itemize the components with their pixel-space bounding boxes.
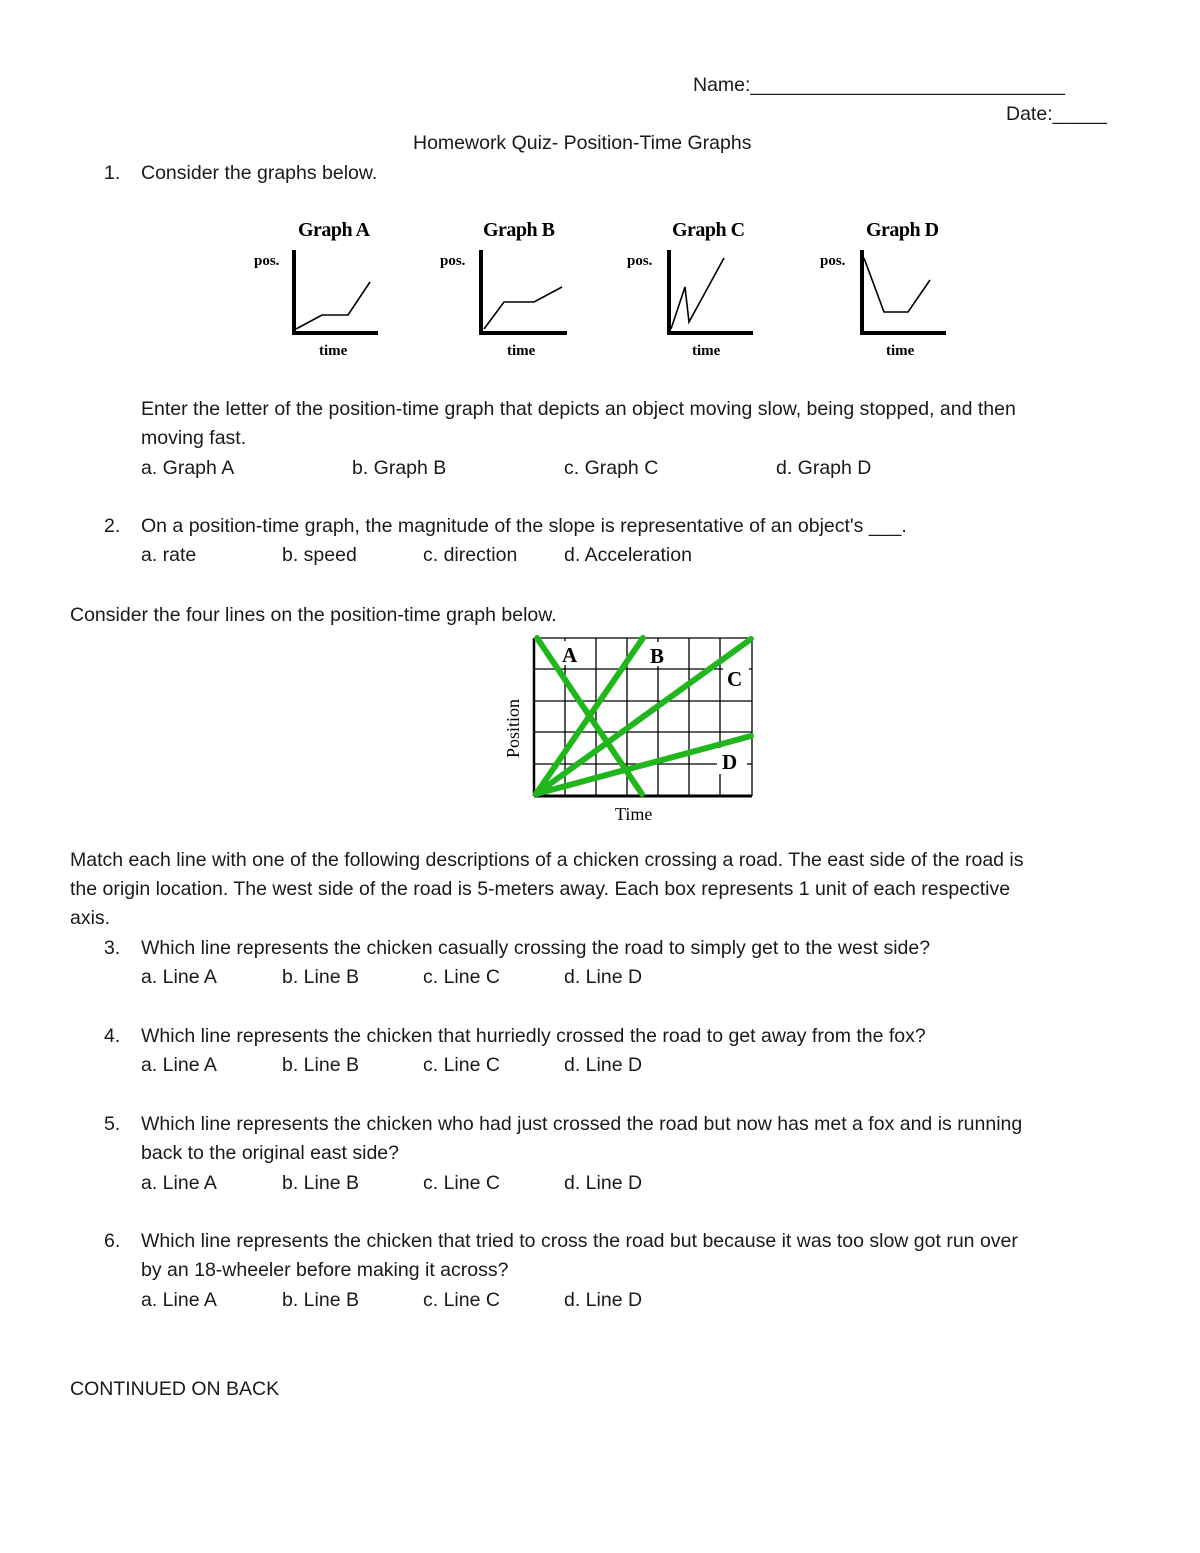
date-blank[interactable]: _____: [1052, 103, 1107, 125]
graph-b-xlabel: time: [507, 343, 536, 359]
graph-c-xlabel: time: [692, 343, 721, 359]
q2-prompt: On a position-time graph, the magnitude of the slope is representative of an object's ___.: [141, 515, 907, 537]
graph-b-title: Graph B: [483, 219, 555, 241]
q3-choice-a[interactable]: a. Line A: [141, 966, 217, 988]
q4-choice-d[interactable]: d. Line D: [564, 1054, 643, 1076]
q3-choice-d[interactable]: d. Line D: [564, 966, 643, 988]
q4-choice-a[interactable]: a. Line A: [141, 1054, 217, 1076]
q2-choice-b[interactable]: b. speed: [282, 544, 357, 566]
match-text-line2: the origin location. The west side of the road is 5-meters away. Each box represents 1 unit of each respective: [70, 878, 1011, 900]
lines-intro: Consider the four lines on the position-time graph below.: [70, 604, 557, 626]
position-time-graph: [495, 630, 765, 830]
graph-c: [627, 219, 753, 359]
q6-choice-c[interactable]: c. Line C: [423, 1289, 500, 1311]
match-text-line3: axis.: [70, 907, 111, 929]
q1-choice-d[interactable]: d. Graph D: [776, 457, 872, 479]
q2-choice-d[interactable]: d. Acceleration: [564, 544, 692, 566]
q6-prompt-line1: Which line represents the chicken that tried to cross the road but because it was too slow got run over: [141, 1230, 1018, 1252]
line-b-label: B: [650, 644, 665, 668]
date-label: Date:: [1006, 103, 1053, 125]
date-field: [1006, 100, 1107, 129]
graph-a: [254, 219, 378, 359]
graph-a-curve: [296, 282, 370, 329]
q1-prompt: Consider the graphs below.: [141, 162, 378, 184]
graph-b-curve: [484, 287, 562, 329]
graph-b: [440, 219, 567, 359]
q1-choice-b[interactable]: b. Graph B: [352, 457, 447, 479]
graph-c-ylabel: pos.: [627, 253, 653, 269]
graph-c-title: Graph C: [672, 219, 745, 241]
graph-xlabel: Time: [615, 804, 653, 824]
q1-instruction-line1: Enter the letter of the position-time graph that depicts an object moving slow, being stopped, and then: [141, 398, 1016, 420]
graph-c-curve: [671, 258, 724, 329]
line-a-label: A: [562, 643, 578, 667]
q3-choice-c[interactable]: c. Line C: [423, 966, 500, 988]
q5-prompt-line2: back to the original east side?: [141, 1142, 399, 1164]
graph-d: [820, 219, 946, 359]
q6-prompt-line2: by an 18-wheeler before making it across?: [141, 1259, 509, 1281]
q1-choice-a[interactable]: a. Graph A: [141, 457, 235, 479]
q3-number: 3.: [104, 937, 121, 959]
q4-prompt: Which line represents the chicken that hurriedly crossed the road to get away from the fox?: [141, 1025, 926, 1047]
q2-choice-a[interactable]: a. rate: [141, 544, 197, 566]
graph-b-ylabel: pos.: [440, 253, 466, 269]
name-field: [693, 71, 1065, 100]
q1-number: 1.: [104, 162, 121, 184]
q5-choice-b[interactable]: b. Line B: [282, 1172, 359, 1194]
name-label: Name:: [693, 74, 751, 96]
graph-a-title: Graph A: [298, 219, 370, 241]
graph-d-ylabel: pos.: [820, 253, 846, 269]
graph-d-title: Graph D: [866, 219, 939, 241]
q5-choice-a[interactable]: a. Line A: [141, 1172, 217, 1194]
q5-choice-d[interactable]: d. Line D: [564, 1172, 643, 1194]
q1-instruction-line2: moving fast.: [141, 427, 247, 449]
graph-a-ylabel: pos.: [254, 253, 280, 269]
q4-number: 4.: [104, 1025, 121, 1047]
q5-prompt-line1: Which line represents the chicken who had just crossed the road but now has met a fox and is running: [141, 1113, 1023, 1135]
q6-number: 6.: [104, 1230, 121, 1252]
q6-choice-d[interactable]: d. Line D: [564, 1289, 643, 1311]
q3-prompt: Which line represents the chicken casually crossing the road to simply get to the west side?: [141, 937, 931, 959]
graph-ylabel: Position: [503, 698, 523, 758]
q6-choice-b[interactable]: b. Line B: [282, 1289, 359, 1311]
q3-choice-b[interactable]: b. Line B: [282, 966, 359, 988]
graph-d-curve: [864, 258, 930, 312]
q5-choice-c[interactable]: c. Line C: [423, 1172, 500, 1194]
q2-choice-c[interactable]: c. direction: [423, 544, 518, 566]
q1-graphs: [240, 210, 960, 370]
q6-choice-a[interactable]: a. Line A: [141, 1289, 217, 1311]
q2-number: 2.: [104, 515, 121, 537]
q1-choice-c[interactable]: c. Graph C: [564, 457, 659, 479]
graph-a-xlabel: time: [319, 343, 348, 359]
line-c-label: C: [727, 667, 743, 691]
q4-choice-b[interactable]: b. Line B: [282, 1054, 359, 1076]
graph-d-xlabel: time: [886, 343, 915, 359]
name-blank[interactable]: _____________________________: [750, 74, 1065, 96]
q4-choice-c[interactable]: c. Line C: [423, 1054, 500, 1076]
line-d-label: D: [722, 750, 738, 774]
page-title: Homework Quiz- Position-Time Graphs: [413, 132, 752, 154]
match-text-line1: Match each line with one of the following descriptions of a chicken crossing a road. The east side of the road is: [70, 849, 1024, 871]
q5-number: 5.: [104, 1113, 121, 1135]
continued-note: CONTINUED ON BACK: [70, 1378, 280, 1400]
